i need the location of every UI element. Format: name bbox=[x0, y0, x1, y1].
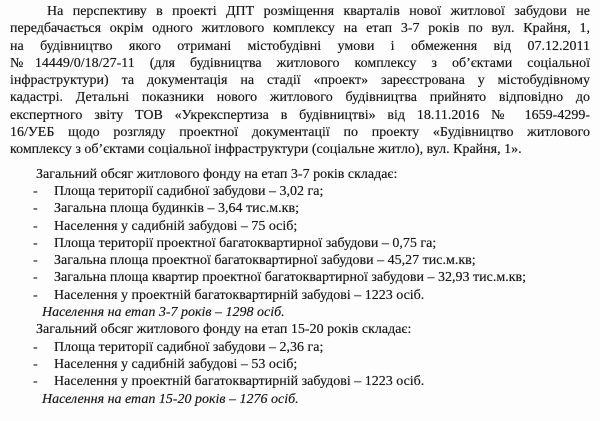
list-item bbox=[10, 218, 590, 235]
dash-bullet: - bbox=[33, 183, 38, 199]
list-item bbox=[10, 252, 590, 269]
list-item-text: Площа території садибної забудови – 2,36 га; bbox=[54, 339, 324, 355]
list-item bbox=[10, 183, 590, 200]
paragraph-line: інфраструктури) та документація на стадії «проект» зареєстрована у містобудівному bbox=[10, 73, 590, 89]
dash-bullet: - bbox=[33, 270, 38, 286]
section-3-7-heading: Загальний обсяг житлового фонду на етап 3-7 років складає: bbox=[36, 166, 398, 182]
section-15-20-list bbox=[10, 339, 590, 391]
dash-bullet: - bbox=[33, 374, 38, 390]
paragraph-line: комплексу з об’єктами соціальної інфраструктури (соціальне житло), вул. Крайня, 1». bbox=[10, 142, 522, 158]
list-item-text: Населення у проектній багатоквартирній забудові – 1223 осіб. bbox=[54, 287, 425, 303]
paragraph-line: 16/УЕБ щодо розгляду проектної документації по проекту «Будівництво житлового bbox=[10, 125, 590, 141]
population-summary-15-20: Населення на етап 15-20 років – 1276 осіб. bbox=[42, 391, 299, 407]
dash-bullet: - bbox=[33, 218, 38, 234]
intro-paragraph bbox=[10, 3, 590, 159]
paragraph-line: експертного звіту ТОВ «Укрекспертиза в будівництві» від 18.11.2016 № 1659-4299- bbox=[10, 107, 590, 123]
paragraph-line: передбачається окрім одного житлового комплексу на етап 3-7 років по вул. Крайня, 1, bbox=[10, 21, 590, 37]
list-item-text: Загальна площа квартир проектної багатоквартирної забудови – 32,93 тис.м.кв; bbox=[54, 270, 526, 286]
list-item bbox=[10, 373, 590, 390]
list-item-text: Населення у садибній забудові – 53 осіб; bbox=[54, 356, 298, 372]
paragraph-line: на будівництво якого отримані містобудівні умови і обмеження від 07.12.2011 bbox=[10, 38, 590, 54]
paragraph-line: №14449/0/18/27-11 (для будівництва житлового комплексу з об’єктами соціальної bbox=[10, 55, 590, 71]
section-3-7-list bbox=[10, 183, 590, 304]
section-15-20-heading: Загальний обсяг житлового фонду на етап 15-20 років складає: bbox=[36, 322, 412, 338]
list-item bbox=[10, 356, 590, 373]
list-item-text: Населення у садибній забудові – 75 осіб; bbox=[54, 218, 298, 234]
dash-bullet: - bbox=[33, 356, 38, 372]
list-item bbox=[10, 269, 590, 286]
list-item bbox=[10, 235, 590, 252]
list-item bbox=[10, 200, 590, 217]
dash-bullet: - bbox=[33, 235, 38, 251]
paragraph-line: кадастрі. Детальні показники нового житлового будівництва прийнято відповідно до bbox=[10, 90, 590, 106]
list-item-text: Загальна площа будинків – 3,64 тис.м.кв; bbox=[54, 201, 299, 217]
list-item-text: Площа території проектної багатоквартирної забудови – 0,75 га; bbox=[54, 235, 437, 251]
list-item-text: Площа території садибної забудови – 3,02 га; bbox=[54, 183, 324, 199]
population-summary-3-7: Населення на етап 3-7 років – 1298 осіб. bbox=[42, 305, 285, 321]
paragraph-line: На перспективу в проекті ДПТ розміщення кварталів нової житлової забудови не bbox=[47, 4, 590, 19]
dash-bullet: - bbox=[33, 339, 38, 355]
dash-bullet: - bbox=[33, 253, 38, 269]
list-item-text: Населення у проектній багатоквартирній забудові – 1223 осіб. bbox=[54, 374, 425, 390]
list-item bbox=[10, 339, 590, 356]
list-item bbox=[10, 287, 590, 304]
list-item-text: Загальна площа проектної багатоквартирної забудови – 45,27 тис.м.кв; bbox=[54, 253, 476, 269]
dash-bullet: - bbox=[33, 287, 38, 303]
dash-bullet: - bbox=[33, 201, 38, 217]
